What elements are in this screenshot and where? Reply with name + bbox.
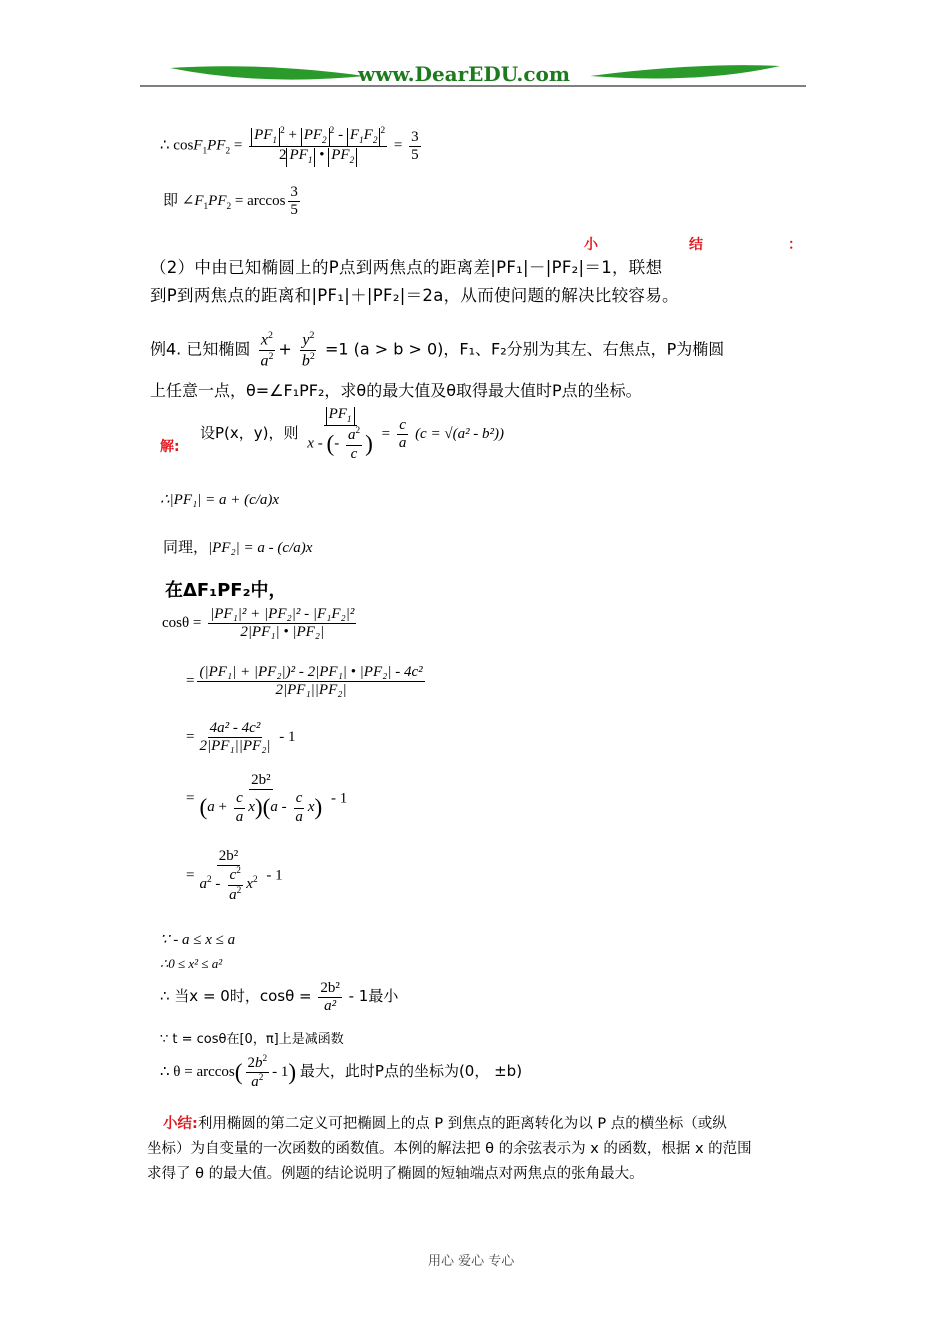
cos-step-3: = $\frac{\text{4a² - 4c²}}{\text{2|PF₁||PF₂|}}$ - 1 [186,720,296,755]
summary-label-char-3: ： [788,237,802,253]
summary2-line1: 小结:利用椭圆的第二定义可把椭圆上的点 P 到焦点的距离转化为以 P 点的横坐标（或纵 [163,1116,727,1132]
formula-pf2: 同理，|PF₂| = a - (c/a)x [163,538,313,556]
solution-label: 解: [160,439,180,455]
summary-label-char-2: 结 [689,237,703,253]
page-header [140,60,810,92]
summary1-line2: 到P到两焦点的距离和|PF₁|＋|PF₂|＝2a，从而使问题的解决比较容易。 [150,286,679,305]
triangle-heading: 在ΔF₁PF₂中， [165,580,287,601]
inequality-1: ∵ - a ≤ x ≤ a [160,932,236,948]
summary2-line3: 求得了 θ 的最大值。例题的结论说明了椭圆的短轴端点对两焦点的张角最大。 [147,1166,644,1182]
formula-cos-f1pf2: ∴ $\cos F_1PF_2$ = $\frac{PF_1^2 + PF_2^2 - F_1F_2^2}{2 PF_1 • PF_2}$ = $\frac{3}{5}$ [160,126,419,167]
formula-pf1: ∴|PF₁| = a + (c/a)x [160,492,280,508]
cos-step-2: = $\frac{\text{(|PF₁| + |PF₂|)² - 2|PF₁| • |PF₂| - 4c²}}{\text{2|PF₁||PF₂|}}$ [186,664,423,699]
summary2-line2: 坐标）为自变量的一次函数的函数值。本例的解法把 θ 的余弦表示为 x 的函数，根据 x 的范围 [147,1141,752,1157]
final-result: ∴ θ = arccos( $\frac{2b^2}{a^2}$ - 1) 最大，此时P点的坐标为(0， ±b) [160,1054,523,1091]
cos-step-5: = 2b² $a^2$ - $\frac{c^2}{a^2}$ $x^2$ - 1 [186,848,283,903]
example4-line1: 例4. 已知椭圆 $\frac{x^2}{a^2}$ + $\frac{y^2}{b^2}$ =1 (a > b > 0)，F₁、F₂分别为其左、右焦点，P为椭圆 [150,330,725,370]
page-footer: 用心 爱心 专心 [428,1254,515,1269]
cos-step-1: cosθ = $\frac{\text{|PF₁|² + |PF₂|² - |F₁F₂|²}}{\text{2|PF₁| • |PF₂|}}$ [162,606,355,641]
cos-step-4: = 2b² (a + $\frac{c}{a}$ x)(a - $\frac{c}{a}$ x) - 1 [186,772,348,825]
summary-label-char-1: 小 [584,237,598,253]
inequality-2: ∴0 ≤ x² ≤ a² [160,956,223,971]
formula-angle-arccos: 即 $\angle F_1PF_2 = \arccos$ $\frac{3}{5}$ [163,184,298,219]
summary1-line1: （2）中由已知椭圆上的P点到两焦点的距离差|PF₁|－|PF₂|＝1，联想 [150,258,663,277]
solution-setup: 设P(x，y)，则 $PF_1$ x - (- $\frac{a^2}{c}$ ) = $\frac{c}{a}$ (c = √(a² - b²)) [200,406,505,462]
site-logo[interactable]: www.DearEDU.com [358,62,571,86]
example4-line2: 上任意一点，θ=∠F₁PF₂，求θ的最大值及θ取得最大值时P点的坐标。 [150,381,642,400]
decreasing-note: ∵ t = cosθ在[0，π]上是减函数 [160,1032,344,1047]
min-condition: ∴ 当x = 0时，cosθ = $\frac{\text{2b²}}{\text{a²}}$ - 1最小 [160,980,399,1015]
